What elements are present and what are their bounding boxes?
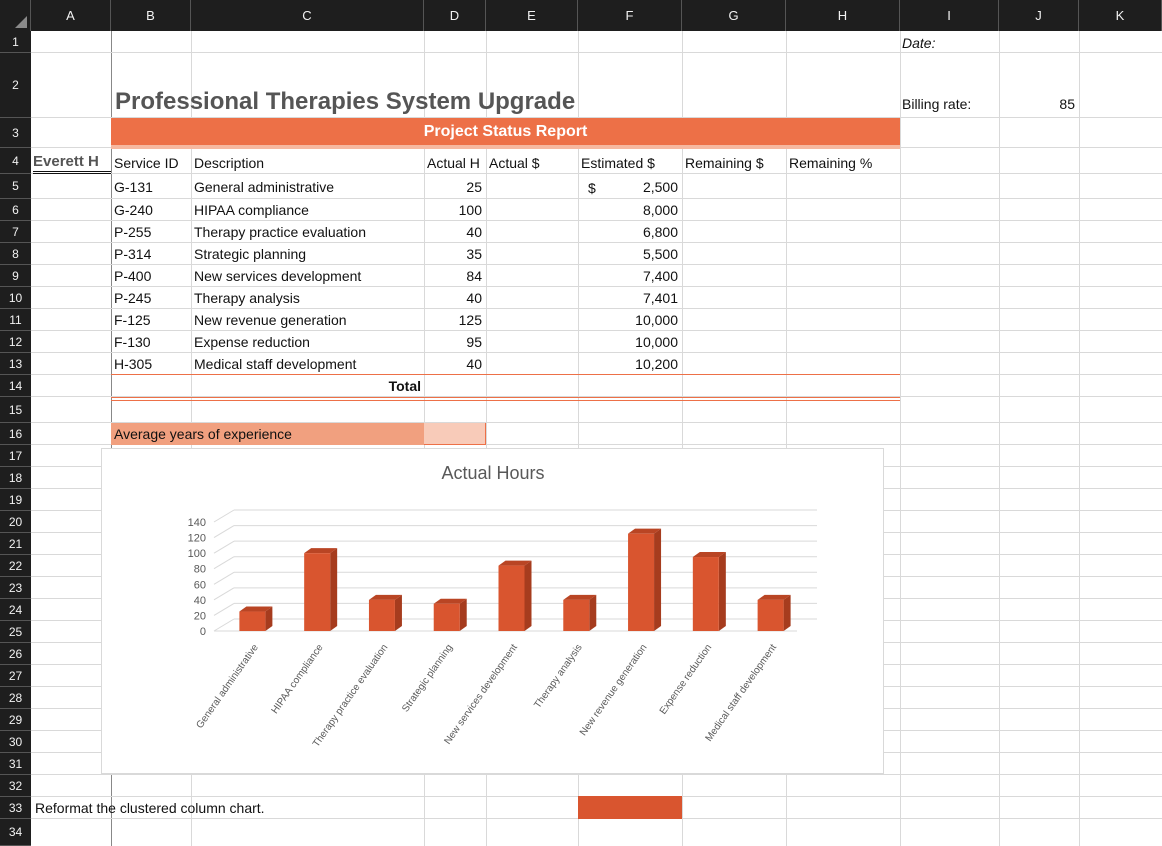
service-id-cell[interactable]: F-125 bbox=[114, 312, 151, 328]
row-header-28[interactable]: 28 bbox=[0, 687, 31, 709]
y-tick-label: 100 bbox=[187, 548, 206, 561]
description-cell[interactable]: Therapy practice evaluation bbox=[194, 224, 366, 240]
row-header-25[interactable]: 25 bbox=[0, 621, 31, 643]
row-header-16[interactable]: 16 bbox=[0, 423, 31, 445]
currency-symbol: $ bbox=[588, 180, 596, 196]
column-header-e[interactable]: E bbox=[486, 0, 578, 31]
description-cell[interactable]: Strategic planning bbox=[194, 246, 307, 262]
row-header-10[interactable]: 10 bbox=[0, 287, 31, 309]
bar-side bbox=[784, 595, 791, 631]
gridline-side bbox=[214, 557, 234, 569]
x-tick-label: Therapy analysis bbox=[532, 642, 585, 711]
actual-hours-cell[interactable]: 25 bbox=[466, 178, 482, 195]
y-tick-label: 60 bbox=[193, 579, 206, 592]
gridline-side bbox=[214, 526, 234, 538]
service-id-cell[interactable]: P-255 bbox=[114, 224, 152, 240]
y-tick-label: 20 bbox=[193, 610, 206, 623]
estimated-cell[interactable]: 2,500 bbox=[642, 178, 678, 195]
bar-5 bbox=[499, 566, 525, 631]
actual-hours-cell[interactable]: 84 bbox=[466, 268, 482, 284]
actual-hours-cell[interactable]: 40 bbox=[466, 290, 482, 306]
total-top-border bbox=[111, 374, 900, 375]
row-header-23[interactable]: 23 bbox=[0, 577, 31, 599]
description-cell[interactable]: General administrative bbox=[194, 178, 335, 195]
bar-6 bbox=[563, 600, 589, 631]
bar-side bbox=[460, 599, 467, 631]
row-header-20[interactable]: 20 bbox=[0, 511, 31, 533]
header-service-id: Service ID bbox=[114, 155, 179, 171]
column-header-d[interactable]: D bbox=[424, 0, 486, 31]
gridline-side bbox=[214, 572, 234, 584]
row-header-34[interactable]: 34 bbox=[0, 819, 31, 846]
chart-canvas bbox=[102, 449, 885, 775]
bar-3 bbox=[369, 600, 395, 631]
bar-8 bbox=[693, 557, 719, 631]
row-header-11[interactable]: 11 bbox=[0, 309, 31, 331]
actual-hours-chart[interactable] bbox=[101, 448, 884, 774]
header-actual-dollars: Actual $ bbox=[489, 155, 540, 171]
row-header-12[interactable]: 12 bbox=[0, 331, 31, 353]
row-header-8[interactable]: 8 bbox=[0, 243, 31, 265]
project-status-banner: Project Status Report bbox=[111, 118, 900, 149]
highlight-cell-f33[interactable] bbox=[578, 796, 682, 819]
row-header-31[interactable]: 31 bbox=[0, 753, 31, 775]
estimated-cell[interactable]: 10,200 bbox=[635, 356, 678, 372]
column-header-f[interactable]: F bbox=[578, 0, 682, 31]
row-header-6[interactable]: 6 bbox=[0, 199, 31, 221]
x-tick-label: General administrative bbox=[194, 642, 261, 731]
estimated-cell[interactable]: 7,401 bbox=[642, 290, 678, 306]
column-header-g[interactable]: G bbox=[682, 0, 786, 31]
bar-side bbox=[719, 552, 726, 631]
row-header-4[interactable]: 4 bbox=[0, 148, 31, 174]
row-header-2[interactable]: 2 bbox=[0, 53, 31, 118]
gridline-side bbox=[214, 588, 234, 600]
actual-hours-cell[interactable]: 35 bbox=[466, 246, 482, 262]
actual-hours-cell[interactable]: 40 bbox=[466, 356, 482, 372]
service-id-cell[interactable]: P-245 bbox=[114, 290, 152, 306]
x-tick-label: Strategic planning bbox=[400, 642, 456, 715]
row-header-22[interactable]: 22 bbox=[0, 555, 31, 577]
bar-side bbox=[654, 529, 661, 631]
bar-side bbox=[330, 548, 337, 631]
x-tick-label: HIPAA compliance bbox=[269, 642, 326, 716]
row-header-24[interactable]: 24 bbox=[0, 599, 31, 621]
select-all-triangle-icon bbox=[15, 16, 27, 28]
y-tick-label: 120 bbox=[187, 532, 206, 545]
column-header-a[interactable]: A bbox=[31, 0, 111, 31]
row-header-5[interactable]: 5 bbox=[0, 174, 31, 199]
estimated-cell[interactable]: 6,800 bbox=[642, 224, 678, 240]
header-description: Description bbox=[194, 155, 265, 171]
bar-side bbox=[589, 595, 596, 631]
bar-side bbox=[395, 595, 402, 631]
bar-9 bbox=[758, 600, 784, 631]
service-id-cell[interactable]: H-305 bbox=[114, 356, 153, 372]
actual-hours-cell[interactable]: 100 bbox=[458, 202, 482, 218]
service-id-cell[interactable]: F-130 bbox=[114, 334, 151, 350]
header-remaining-percent: Remaining % bbox=[789, 155, 873, 171]
billing-rate-value[interactable]: 85 bbox=[1059, 96, 1075, 112]
average-experience-label: Average years of experience bbox=[111, 423, 424, 445]
x-tick-label: New revenue generation bbox=[578, 642, 650, 738]
chart-title: Actual Hours bbox=[441, 463, 545, 483]
row-header-18[interactable]: 18 bbox=[0, 467, 31, 489]
x-tick-label: New services development bbox=[442, 642, 520, 747]
description-cell[interactable]: Medical staff development bbox=[194, 356, 357, 372]
service-id-cell[interactable]: G-131 bbox=[114, 178, 153, 195]
bar-side bbox=[525, 561, 532, 631]
description-cell[interactable]: New revenue generation bbox=[194, 312, 347, 328]
column-header-h[interactable]: H bbox=[786, 0, 900, 31]
column-header-row bbox=[0, 0, 1162, 31]
service-id-cell[interactable]: P-314 bbox=[114, 246, 152, 262]
column-header-j[interactable]: J bbox=[999, 0, 1079, 31]
row-header-15[interactable]: 15 bbox=[0, 397, 31, 423]
total-double-border bbox=[111, 397, 900, 401]
gridline-side bbox=[214, 603, 234, 615]
gridline-side bbox=[214, 541, 234, 553]
row-header-27[interactable]: 27 bbox=[0, 665, 31, 687]
instruction-text: Reformat the clustered column chart. bbox=[35, 800, 265, 816]
row-header-17[interactable]: 17 bbox=[0, 445, 31, 467]
row-header-1[interactable]: 1 bbox=[0, 31, 31, 53]
header-remaining-dollars: Remaining $ bbox=[685, 155, 764, 171]
column-header-c[interactable]: C bbox=[191, 0, 424, 31]
header-actual-hours: Actual H bbox=[427, 155, 480, 171]
average-experience-value-cell[interactable] bbox=[424, 423, 486, 445]
manager-name-cell[interactable]: Everett H bbox=[33, 152, 111, 174]
x-tick-label: Therapy practice evaluation bbox=[310, 642, 391, 750]
row-header-3[interactable]: 3 bbox=[0, 118, 31, 148]
service-id-cell[interactable]: P-400 bbox=[114, 268, 152, 284]
row-header-14[interactable]: 14 bbox=[0, 375, 31, 397]
y-tick-label: 80 bbox=[193, 563, 206, 576]
bar-7 bbox=[628, 534, 654, 631]
actual-hours-cell[interactable]: 40 bbox=[466, 224, 482, 240]
y-tick-label: 140 bbox=[187, 517, 206, 529]
bar-1 bbox=[239, 612, 265, 631]
estimated-cell[interactable]: 10,000 bbox=[635, 312, 678, 328]
y-tick-label: 40 bbox=[193, 594, 206, 607]
row-header-32[interactable]: 32 bbox=[0, 775, 31, 797]
service-id-cell[interactable]: G-240 bbox=[114, 202, 153, 218]
actual-hours-cell[interactable]: 125 bbox=[458, 312, 482, 328]
sheet-title: Professional Therapies System Upgrade bbox=[115, 88, 576, 115]
row-header-7[interactable]: 7 bbox=[0, 221, 31, 243]
estimated-cell[interactable]: 10,000 bbox=[635, 334, 678, 350]
gridline-side bbox=[214, 619, 234, 631]
column-header-k[interactable]: K bbox=[1079, 0, 1162, 31]
total-label: Total bbox=[388, 378, 421, 394]
gridline-side bbox=[214, 510, 234, 522]
select-all-corner[interactable] bbox=[0, 0, 31, 31]
row-header-26[interactable]: 26 bbox=[0, 643, 31, 665]
estimated-cell[interactable]: 8,000 bbox=[642, 202, 678, 218]
x-tick-label: Expense reduction bbox=[657, 642, 715, 717]
date-label: Date: bbox=[902, 35, 936, 51]
column-header-i[interactable]: I bbox=[900, 0, 999, 31]
row-header-30[interactable]: 30 bbox=[0, 731, 31, 753]
billing-rate-label: Billing rate: bbox=[902, 96, 972, 112]
row-header-9[interactable]: 9 bbox=[0, 265, 31, 287]
actual-hours-cell[interactable]: 95 bbox=[466, 334, 482, 350]
row-header-21[interactable]: 21 bbox=[0, 533, 31, 555]
header-estimated-dollars: Estimated $ bbox=[581, 155, 655, 171]
description-cell[interactable]: New services development bbox=[194, 268, 362, 284]
estimated-cell[interactable]: 7,400 bbox=[642, 268, 678, 284]
description-cell[interactable]: Therapy analysis bbox=[194, 290, 300, 306]
bar-2 bbox=[304, 553, 330, 631]
y-tick-label: 0 bbox=[199, 626, 206, 638]
row-header-29[interactable]: 29 bbox=[0, 709, 31, 731]
description-cell[interactable]: Expense reduction bbox=[194, 334, 310, 350]
column-header-b[interactable]: B bbox=[111, 0, 191, 31]
estimated-cell[interactable]: 5,500 bbox=[642, 246, 678, 262]
row-header-19[interactable]: 19 bbox=[0, 489, 31, 511]
row-header-13[interactable]: 13 bbox=[0, 353, 31, 375]
x-tick-label: Medical staff development bbox=[703, 642, 780, 744]
description-cell[interactable]: HIPAA compliance bbox=[194, 202, 309, 218]
bar-4 bbox=[434, 604, 460, 631]
row-header-33[interactable]: 33 bbox=[0, 797, 31, 819]
